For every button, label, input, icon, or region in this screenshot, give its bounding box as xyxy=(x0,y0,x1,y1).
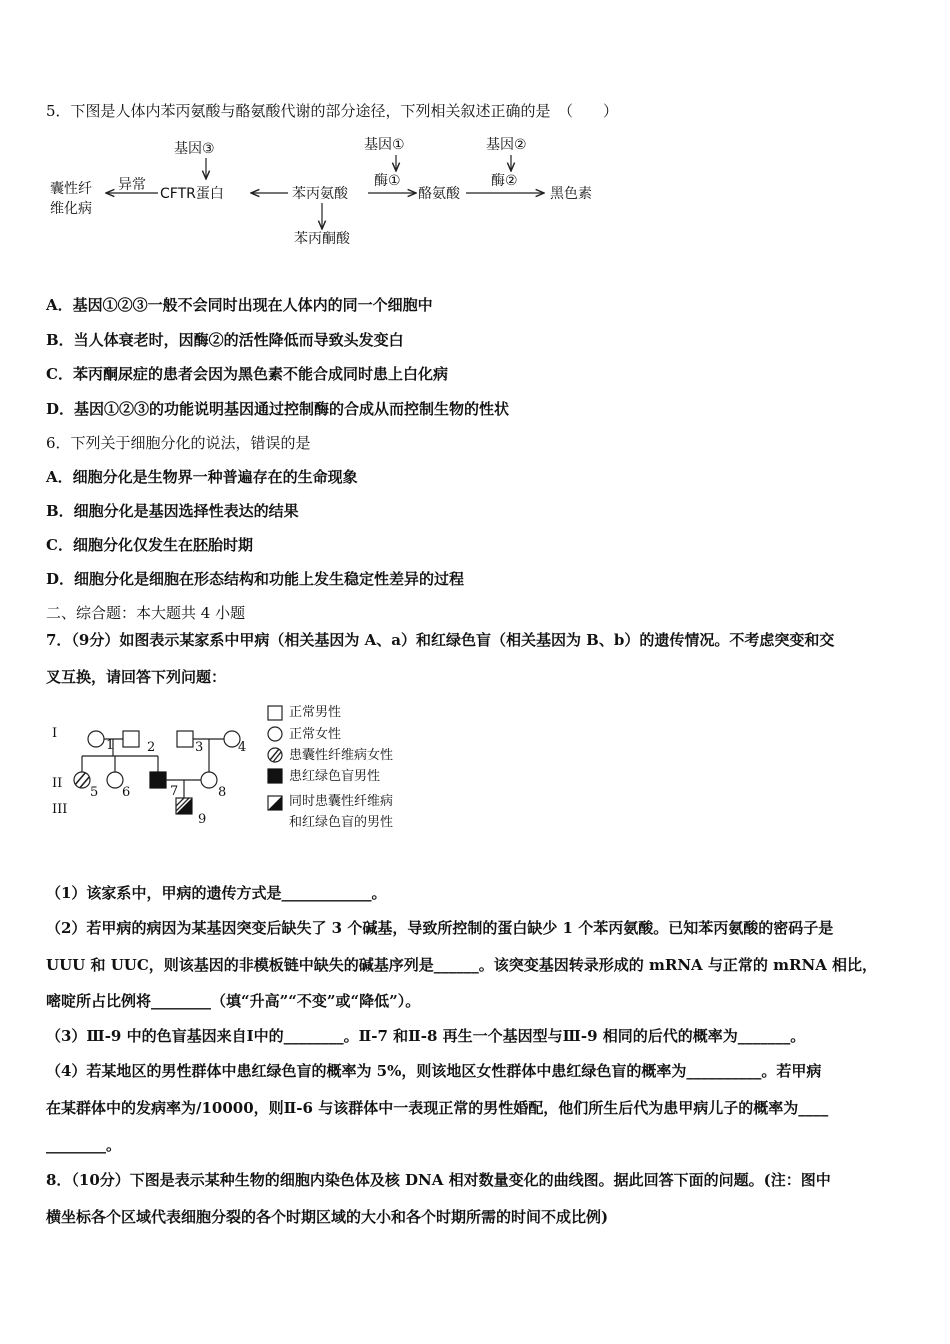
individual-2 xyxy=(123,731,139,747)
legend-colorblind-male: 患红绿色盲男性 xyxy=(289,769,381,784)
legend-affected-female: 患囊性纤维病女性 xyxy=(289,748,394,763)
q7-part2-line1: （2）若甲病的病因为某基因突变后缺失了 3 个碱基，导致所控制的蛋白缺少 1 个苯丙氨酸。已知苯丙氨酸的密码子是 xyxy=(46,919,834,937)
metabolic-pathway-diagram xyxy=(46,135,606,255)
q6-option-d: D．细胞分化是细胞在形态结构和功能上发生稳定性差异的过程 xyxy=(46,570,465,588)
q6-stem: 6．下列关于细胞分化的说法，错误的是 xyxy=(46,434,311,452)
enzyme2-label: 酶② xyxy=(491,173,518,189)
q7-part2-line3: 嘧啶所占比例将________（填“升高”“不变”或“降低”）。 xyxy=(46,992,421,1010)
individual-7 xyxy=(150,772,166,788)
label-2: 2 xyxy=(147,740,156,755)
gene2-label: 基因② xyxy=(486,137,527,153)
abnormal-label: 异常 xyxy=(118,177,146,193)
label-5: 5 xyxy=(90,785,99,800)
legend-normal-male-icon xyxy=(268,706,282,720)
label-9: 9 xyxy=(198,812,207,827)
q7-part2-line2: UUU 和 UUC，则该基因的非模板链中缺失的碱基序列是______。该突变基因转录形成的 mRNA 与正常的 mRNA 相比， xyxy=(46,956,878,974)
q8-stem-line1: 8．（10分）下图是表示某种生物的细胞内染色体及核 DNA 相对数量变化的曲线图。据此回答下面的问题。(注：图中 xyxy=(46,1171,831,1189)
tyr-label: 酪氨酸 xyxy=(418,186,460,202)
q5-option-a: A．基因①②③一般不会同时出现在人体内的同一个细胞中 xyxy=(46,296,433,314)
q6-option-c: C．细胞分化仅发生在胚胎时期 xyxy=(46,536,253,554)
label-7: 7 xyxy=(170,784,179,799)
ppa-label: 苯丙酮酸 xyxy=(294,231,350,247)
pedigree-chart xyxy=(46,700,446,840)
q5-option-c: C．苯丙酮尿症的患者会因为黑色素不能合成同时患上白化病 xyxy=(46,365,448,383)
individual-3 xyxy=(177,731,193,747)
generation-i-label: I xyxy=(52,726,58,741)
q5-option-b: B．当人体衰老时，因酶②的活性降低而导致头发变白 xyxy=(46,331,404,349)
legend-colorblind-male-icon xyxy=(268,769,282,783)
label-6: 6 xyxy=(122,785,131,800)
legend-both-male-line1: 同时患囊性纤维病 xyxy=(289,794,394,809)
generation-ii-label: II xyxy=(52,776,63,791)
label-3: 3 xyxy=(195,740,204,755)
q7-part4-line1: （4）若某地区的男性群体中患红绿色盲的概率为 5%，则该地区女性群体中患红绿色盲的概率为__________。若甲病 xyxy=(46,1062,822,1080)
cftr-label: CFTR蛋白 xyxy=(160,186,224,202)
individual-6 xyxy=(107,772,123,788)
generation-iii-label: III xyxy=(52,802,68,817)
q7-part1: （1）该家系中，甲病的遗传方式是____________。 xyxy=(46,884,387,902)
gene1-label: 基因① xyxy=(364,137,405,153)
gene3-label: 基因③ xyxy=(174,141,215,157)
q6-option-b: B．细胞分化是基因选择性表达的结果 xyxy=(46,502,299,520)
q5-stem: 5．下图是人体内苯丙氨酸与酪氨酸代谢的部分途径，下列相关叙述正确的是 （ ） xyxy=(46,102,619,120)
q7-part4-line3: ________。 xyxy=(46,1136,122,1154)
individual-8 xyxy=(201,772,217,788)
section-2-heading: 二、综合题：本大题共 4 小题 xyxy=(46,604,246,622)
individual-1 xyxy=(88,731,104,747)
melanin-label: 黑色素 xyxy=(550,186,592,202)
label-8: 8 xyxy=(218,785,227,800)
legend-normal-female: 正常女性 xyxy=(289,727,342,742)
q7-part3: （3）Ⅲ-9 中的色盲基因来自Ⅰ中的________。Ⅱ-7 和Ⅱ-8 再生一个基因型与Ⅲ-9 相同的后代的概率为_______。 xyxy=(46,1027,806,1045)
q7-part4-line2: 在某群体中的发病率为/10000，则Ⅱ-6 与该群体中一表现正常的男性婚配，他们所生后代为患甲病儿子的概率为____ xyxy=(46,1099,829,1117)
label-1: 1 xyxy=(106,738,115,753)
disease-label-2: 维化病 xyxy=(50,201,92,217)
q5-option-d: D．基因①②③的功能说明基因通过控制酶的合成从而控制生物的性状 xyxy=(46,400,510,418)
q6-option-a: A．细胞分化是生物界一种普遍存在的生命现象 xyxy=(46,468,358,486)
q8-stem-line2: 横坐标各个区域代表细胞分裂的各个时期区域的大小和各个时期所需的时间不成比例) xyxy=(46,1208,609,1226)
enzyme1-label: 酶① xyxy=(374,173,401,189)
label-4: 4 xyxy=(238,740,247,755)
legend-normal-female-icon xyxy=(268,727,282,741)
phe-label: 苯丙氨酸 xyxy=(292,186,348,202)
q7-stem-line1: 7．（9分）如图表示某家系中甲病（相关基因为 A、a）和红绿色盲（相关基因为 B、b）的遗传情况。不考虑突变和交 xyxy=(46,631,835,649)
disease-label-1: 囊性纤 xyxy=(50,181,92,197)
legend-both-male-line2: 和红绿色盲的男性 xyxy=(289,815,394,830)
q7-stem-line2: 叉互换，请回答下列问题： xyxy=(46,668,227,686)
legend-normal-male: 正常男性 xyxy=(289,705,342,720)
